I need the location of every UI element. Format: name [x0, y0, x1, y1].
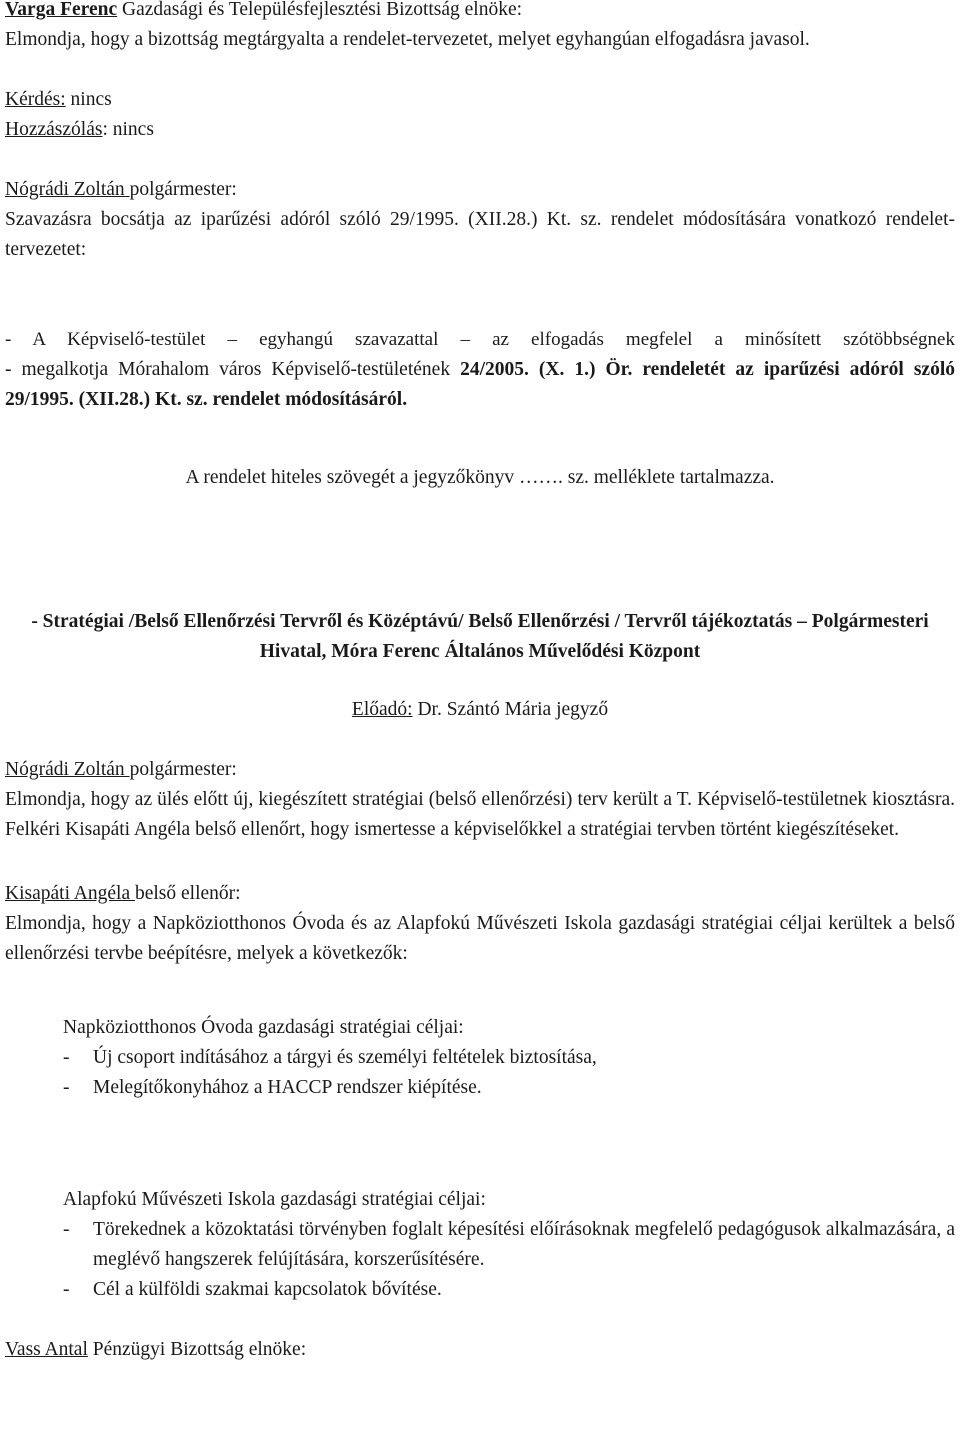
speaker-line	[5, 175, 955, 205]
decision-plain: - megalkotja Mórahalom város Képviselő-testületének	[5, 359, 461, 380]
comment-value: : nincs	[102, 119, 154, 140]
comment-line	[5, 115, 955, 145]
speaker-role: polgármester:	[129, 759, 237, 780]
presenter-name: Dr. Szántó Mária jegyző	[412, 699, 609, 720]
decision-text	[5, 355, 955, 415]
decision-line: - A Képviselő-testület – egyhangú szavazattal – az elfogadás megfelel a minősített szótöbbségnek	[5, 329, 955, 350]
paragraph: Szavazásra bocsátja az iparűzési adóról szóló 29/1995. (XII.28.) Kt. sz. rendelet módosítására vonatkozó rendelet-tervezetet:	[5, 209, 955, 260]
presenter-label: Előadó:	[351, 699, 413, 720]
paragraph: Elmondja, hogy a bizottság megtárgyalta a rendelet-tervezetet, melyet egyhangúan elfogadásra javasol.	[5, 29, 810, 50]
speaker-line	[5, 1335, 955, 1365]
list-item	[63, 1215, 955, 1275]
agenda-title: - Stratégiai /Belső Ellenőrzési Tervről és Középtávú/ Belső Ellenőrzési / Tervről tájékoztatás – Polgármesteri Hivatal, Móra Ferenc Általános Művelődési Központ	[31, 611, 929, 662]
list-item	[63, 1043, 955, 1073]
speaker-name: Vass Antal	[5, 1339, 88, 1360]
question-value: nincs	[65, 89, 112, 110]
speaker-role: belső ellenőr:	[134, 883, 241, 904]
list-item-text: Törekednek a közoktatási törvényben foglalt képesítési előírásoknak megfelelő pedagógusok alkalmazására, a meglévő hangszerek felújítására, korszerűsítésére.	[93, 1219, 955, 1270]
paragraph: Elmondja, hogy az ülés előtt új, kiegészített stratégiai (belső ellenőrzési) terv került a T. Képviselő-testületnek kiosztásra. Felkéri Kisapáti Angéla belső ellenőrt, hogy ismertesse a képviselőkkel a stratégiai tervben történt kiegészítéseket.	[5, 789, 955, 840]
document-page	[5, 0, 955, 1365]
list-item	[63, 1275, 955, 1305]
list-item-text: Új csoport indításához a tárgyi és személyi feltételek biztosítása,	[93, 1047, 597, 1068]
list-heading: Alapfokú Művészeti Iskola gazdasági stratégiai céljai:	[63, 1189, 486, 1210]
dash-bullet: -	[63, 1047, 70, 1068]
dash-bullet: -	[63, 1077, 70, 1098]
presenter-line	[5, 695, 955, 725]
speaker-name: Nógrádi Zoltán	[5, 759, 130, 780]
speaker-line	[5, 755, 955, 785]
dash-bullet: -	[63, 1219, 70, 1240]
list-item-text: Cél a külföldi szakmai kapcsolatok bővítése.	[93, 1279, 442, 1300]
question-line	[5, 85, 955, 115]
goal-list	[5, 1185, 955, 1305]
speaker-name: Kisapáti Angéla	[5, 883, 135, 904]
question-label: Kérdés:	[5, 89, 66, 110]
comment-label: Hozzászólás	[5, 119, 103, 140]
speaker-line	[5, 879, 955, 909]
list-item	[63, 1073, 955, 1103]
speaker-name: Nógrádi Zoltán	[5, 179, 130, 200]
speaker-role: Pénzügyi Bizottság elnöke:	[87, 1339, 307, 1360]
note: A rendelet hiteles szövegét a jegyzőkönyv ……. sz. melléklete tartalmazza.	[185, 467, 775, 488]
list-heading: Napköziotthonos Óvoda gazdasági stratégiai céljai:	[63, 1017, 464, 1038]
paragraph: Elmondja, hogy a Napköziotthonos Óvoda és az Alapfokú Művészeti Iskola gazdasági stratégiai céljai kerültek a belső ellenőrzési tervbe beépítésre, melyek a következők:	[5, 913, 955, 964]
goal-list	[5, 1013, 955, 1103]
speaker-line	[5, 0, 955, 25]
speaker-role: polgármester:	[129, 179, 237, 200]
decision-bold: 24/2005. (X. 1.) Ör. rendeletét az iparűzési adóról szóló 29/1995. (XII.28.) Kt. sz. rendelet módosításáról.	[5, 359, 955, 410]
speaker-name: Varga Ferenc	[5, 0, 118, 20]
speaker-role: Gazdasági és Településfejlesztési Bizottság elnöke:	[117, 0, 523, 20]
dash-bullet: -	[63, 1279, 70, 1300]
list-item-text: Melegítőkonyhához a HACCP rendszer kiépítése.	[93, 1077, 482, 1098]
